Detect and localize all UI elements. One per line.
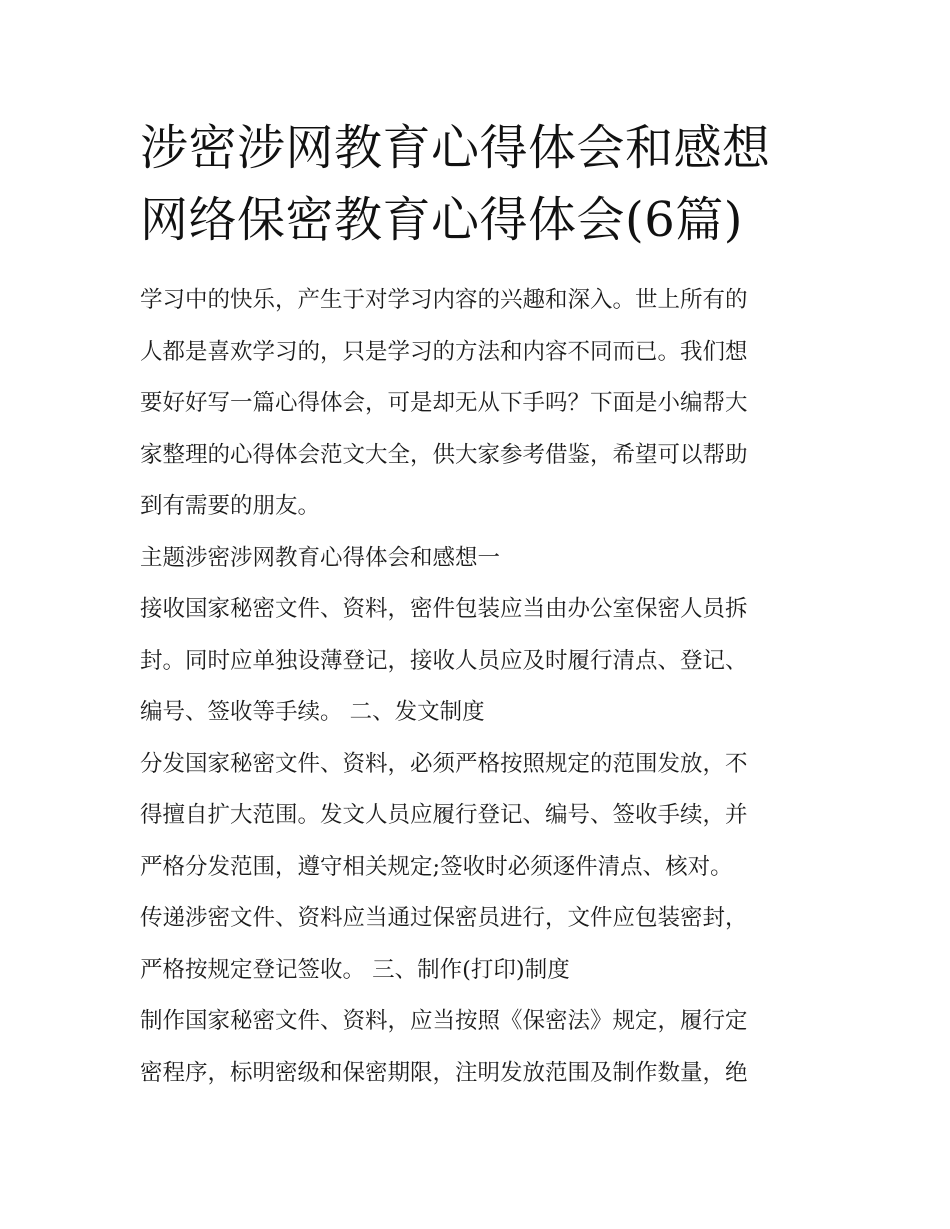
body-line: 家整理的心得体会范文大全，供大家参考借鉴，希望可以帮助: [140, 441, 748, 468]
section-heading: 主题涉密涉网教育心得体会和感想一: [140, 544, 501, 571]
body-line: 人都是喜欢学习的，只是学习的方法和内容不同而已。我们想: [140, 338, 748, 365]
title-line-2: 网络保密教育心得体会(6篇): [140, 192, 743, 248]
body-line: 严格按规定登记签收。 三、制作(打印)制度: [140, 956, 570, 983]
title-line-1: 涉密涉网教育心得体会和感想: [140, 120, 771, 176]
body-line: 要好好写一篇心得体会，可是却无从下手吗？下面是小编帮大: [140, 390, 748, 416]
body-line: 到有需要的朋友。: [140, 493, 321, 519]
body-line: 严格分发范围，遵守相关规定;签收时必须逐件清点、核对。: [140, 853, 733, 880]
body-line: 密程序，标明密级和保密期限，注明发放范围及制作数量，绝: [140, 1059, 748, 1086]
body-line: 分发国家秘密文件、资料，必须严格按照规定的范围发放，不: [140, 750, 748, 777]
body-line: 接收国家秘密文件、资料，密件包装应当由办公室保密人员拆: [140, 596, 748, 622]
body-line: 制作国家秘密文件、资料，应当按照《保密法》规定，履行定: [140, 1008, 748, 1034]
document-title: [140, 112, 820, 256]
body-line: 传递涉密文件、资料应当通过保密员进行，文件应包装密封，: [140, 905, 748, 931]
body-line: 学习中的快乐，产生于对学习内容的兴趣和深入。世上所有的: [140, 287, 748, 313]
document-body: [140, 280, 820, 1104]
body-line: 得擅自扩大范围。发文人员应履行登记、编号、签收手续，并: [140, 802, 748, 828]
body-line: 编号、签收等手续。 二、发文制度: [140, 699, 485, 725]
body-line: 封。同时应单独设薄登记，接收人员应及时履行清点、登记、: [140, 647, 748, 674]
